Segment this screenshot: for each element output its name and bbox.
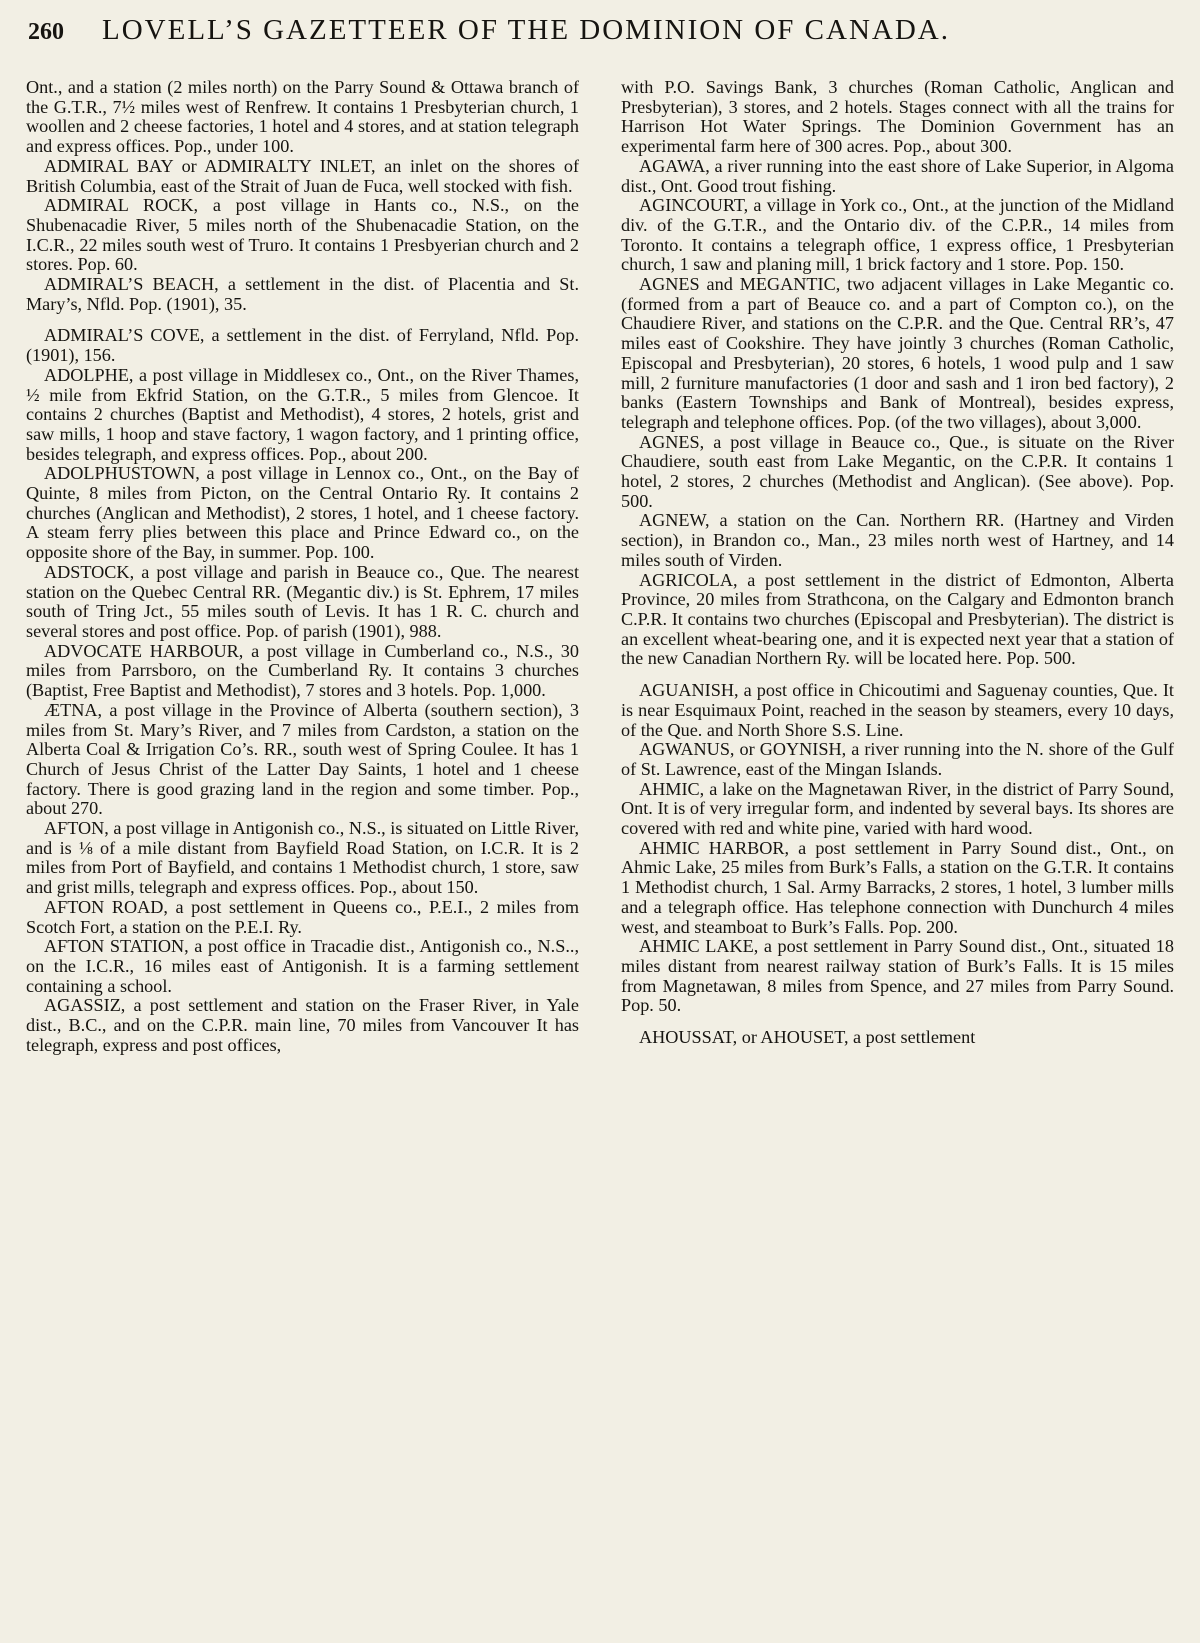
text-columns	[26, 78, 1174, 1643]
entry-paragraph: AGRICOLA, a post settlement in the district of Edmonton, Alberta Province, 20 miles from Strathcona, on the Calgary and Edmonton branch C.P.R. It contains two churches (Episcopal and Presbyterian). The district is an excellent wheat-bearing one, and it is expected next year that a station of the new Canadian Northern Ry. will be located here. Pop. 500.	[621, 569, 1174, 669]
entry-paragraph: AGASSIZ, a post settlement and station on the Fraser River, in Yale dist., B.C., and on the C.P.R. main line, 70 miles from Vancouver It has telegraph, express and post offices,	[26, 995, 579, 1055]
entry-paragraph: ADOLPHE, a post village in Middlesex co., Ont., on the River Thames, ½ mile from Ekfrid Station, on the G.T.R., 5 miles from Glencoe. It contains 2 churches (Baptist and Methodist), 4 stores, 2 hotels, grist and saw mills, 1 hoop and stave factory, 1 wagon factory, and 1 printing office, besides telegraph, and express offices. Pop., about 200.	[26, 364, 579, 464]
entry-paragraph: ADVOCATE HARBOUR, a post village in Cumberland co., N.S., 30 miles from Parrsboro, on the Cumberland Ry. It contains 3 churches (Baptist, Free Baptist and Methodist), 7 stores and 3 hotels. Pop. 1,000.	[26, 640, 579, 701]
entry-paragraph: AHMIC HARBOR, a post settlement in Parry Sound dist., Ont., on Ahmic Lake, 25 miles from Burk’s Falls, a station on the G.T.R. It contains 1 Methodist church, 1 Sal. Army Barracks, 2 stores, 1 hotel, 3 lumber mills and a telegraph office. Has telephone connection with Dunchurch 4 miles west, and steamboat to Burk’s Falls. Pop. 200.	[621, 837, 1174, 937]
entry-paragraph: ÆTNA, a post village in the Province of Alberta (southern section), 3 miles from St. Mary’s River, and 7 miles from Cardston, a station on the Alberta Coal & Irrigation Co’s. RR., south west of Spring Coulee. It has 1 Church of Jesus Christ of the Latter Day Saints, 1 hotel and 1 cheese factory. There is good grazing land in the region and some timber. Pop., about 270.	[26, 699, 579, 819]
entry-paragraph: ADSTOCK, a post village and parish in Beauce co., Que. The nearest station on the Quebec Central RR. (Megantic div.) is St. Ephrem, 17 miles south of Tring Jct., 55 miles south of Levis. It has 1 R. C. church and several stores and post office. Pop. of parish (1901), 988.	[26, 561, 579, 641]
entry-paragraph: AGNES, a post village in Beauce co., Que., is situate on the River Chaudiere, south east from Lake Megantic, on the C.P.R. It contains 1 hotel, 2 stores, 2 churches (Methodist and Anglican). (See above). Pop. 500.	[621, 431, 1174, 511]
page-number: 260	[28, 19, 64, 45]
entry-paragraph: AHMIC, a lake on the Magnetawan River, in the district of Parry Sound, Ont. It is of very irregular form, and indented by several bays. Its shores are covered with red and white pine, varied with hard wood.	[621, 778, 1174, 839]
entry-paragraph: ADMIRAL’S BEACH, a settlement in the dist. of Placentia and St. Mary’s, Nfld. Pop. (1901), 35.	[26, 274, 579, 314]
entry-paragraph: Ont., and a station (2 miles north) on the Parry Sound & Ottawa branch of the G.T.R., 7½ miles west of Renfrew. It contains 1 Presbyterian church, 1 woollen and 2 cheese factories, 1 hotel and 4 stores, and at station telegraph and express offices. Pop., under 100.	[26, 78, 579, 157]
entry-paragraph: AFTON, a post village in Antigonish co., N.S., is situated on Little River, and is ⅛ of a mile distant from Bayfield Road Station, on I.C.R. It is 2 miles from Port of Bayfield, and contains 1 Methodist church, 1 store, saw and grist mills, telegraph and express offices. Pop., about 150.	[26, 818, 579, 898]
right-column	[621, 78, 1174, 1643]
entry-paragraph: with P.O. Savings Bank, 3 churches (Roman Catholic, Anglican and Presbyterian), 3 stores, and 2 hotels. Stages connect with all the trains for Harrison Hot Water Springs. The Dominion Government has an experimental farm here of 300 acres. Pop., about 300.	[621, 78, 1174, 157]
entry-paragraph: AHOUSSAT, or AHOUSET, a post settlement	[639, 1027, 976, 1048]
entry-paragraph: ADMIRAL BAY or ADMIRALTY INLET, an inlet on the shores of British Columbia, east of the Strait of Juan de Fuca, well stocked with fish.	[26, 155, 579, 196]
running-head: LOVELL’S GAZETTEER OF THE DOMINION OF CANADA.	[102, 14, 950, 46]
left-column	[26, 78, 579, 1643]
entry-paragraph: AGNES and MEGANTIC, two adjacent villages in Lake Megantic co. (formed from a part of Beauce co. and a part of Compton co.), on the Chaudiere River, and stations on the C.P.R. and the Que. Central RR’s, 47 miles east of Cookshire. They have jointly 3 churches (Roman Catholic, Episcopal and Presbyterian), 20 stores, 6 hotels, 1 wood pulp and 1 saw mill, 2 furniture manufactories (1 door and sash and 1 iron bed factory), 2 banks (Eastern Townships and Bank of Montreal), besides express, telegraph and telephone offices. Pop. (of the two villages), about 3,000.	[621, 274, 1174, 432]
entry-paragraph: AHMIC LAKE, a post settlement in Parry Sound dist., Ont., situated 18 miles distant from nearest railway station of Burk’s Falls. It is 15 miles from Magnetawan, 8 miles from Spence, and 27 miles from Parry Sound. Pop. 50.	[621, 936, 1174, 1016]
entry-paragraph: AGNEW, a station on the Can. Northern RR. (Hartney and Virden section), in Brandon co., Man., 23 miles north west of Hartney, and 14 miles south of Virden.	[621, 510, 1174, 570]
entry-paragraph: AGWANUS, or GOYNISH, a river running into the N. shore of the Gulf of St. Lawrence, east of the Mingan Islands.	[621, 739, 1174, 779]
entry-paragraph: AFTON ROAD, a post settlement in Queens co., P.E.I., 2 miles from Scotch Fort, a station on the P.E.I. Ry.	[26, 896, 579, 937]
entry-paragraph: ADOLPHUSTOWN, a post village in Lennox co., Ont., on the Bay of Quinte, 8 miles from Picton, on the Central Ontario Ry. It contains 2 churches (Anglican and Methodist), 2 stores, 1 hotel, and 1 cheese factory. A steam ferry plies between this place and Prince Edward co., on the opposite shore of the Bay, in summer. Pop. 100.	[26, 463, 579, 563]
entry-paragraph: AGINCOURT, a village in York co., Ont., at the junction of the Midland div. of the G.T.R., and the Ontario div. of the C.P.R., 14 miles from Toronto. It contains a telegraph office, 1 express office, 1 Presbyterian church, 1 saw and planing mill, 1 brick factory and 1 store. Pop. 150.	[621, 195, 1174, 275]
entry-paragraph: ADMIRAL ROCK, a post village in Hants co., N.S., on the Shubenacadie River, 5 miles north of the Shubenacadie Station, on the I.C.R., 22 miles south west of Truro. It contains 1 Presbyerian church and 2 stores. Pop. 60.	[26, 195, 579, 275]
entry-paragraph: ADMIRAL’S COVE, a settlement in the dist. of Ferryland, Nfld. Pop. (1901), 156.	[26, 325, 579, 366]
entry-paragraph: AFTON STATION, a post office in Tracadie dist., Antigonish co., N.S.., on the I.C.R., 16 miles east of Antigonish. It is a farming settlement containing a school.	[26, 936, 579, 996]
entry-paragraph: AGAWA, a river running into the east shore of Lake Superior, in Algoma dist., Ont. Good trout fishing.	[621, 155, 1174, 196]
entry-paragraph: AGUANISH, a post office in Chicoutimi and Saguenay counties, Que. It is near Esquimaux Point, reached in the season by steamers, every 10 days, of the Que. and North Shore S.S. Line.	[621, 680, 1174, 740]
page-header	[26, 14, 1174, 52]
